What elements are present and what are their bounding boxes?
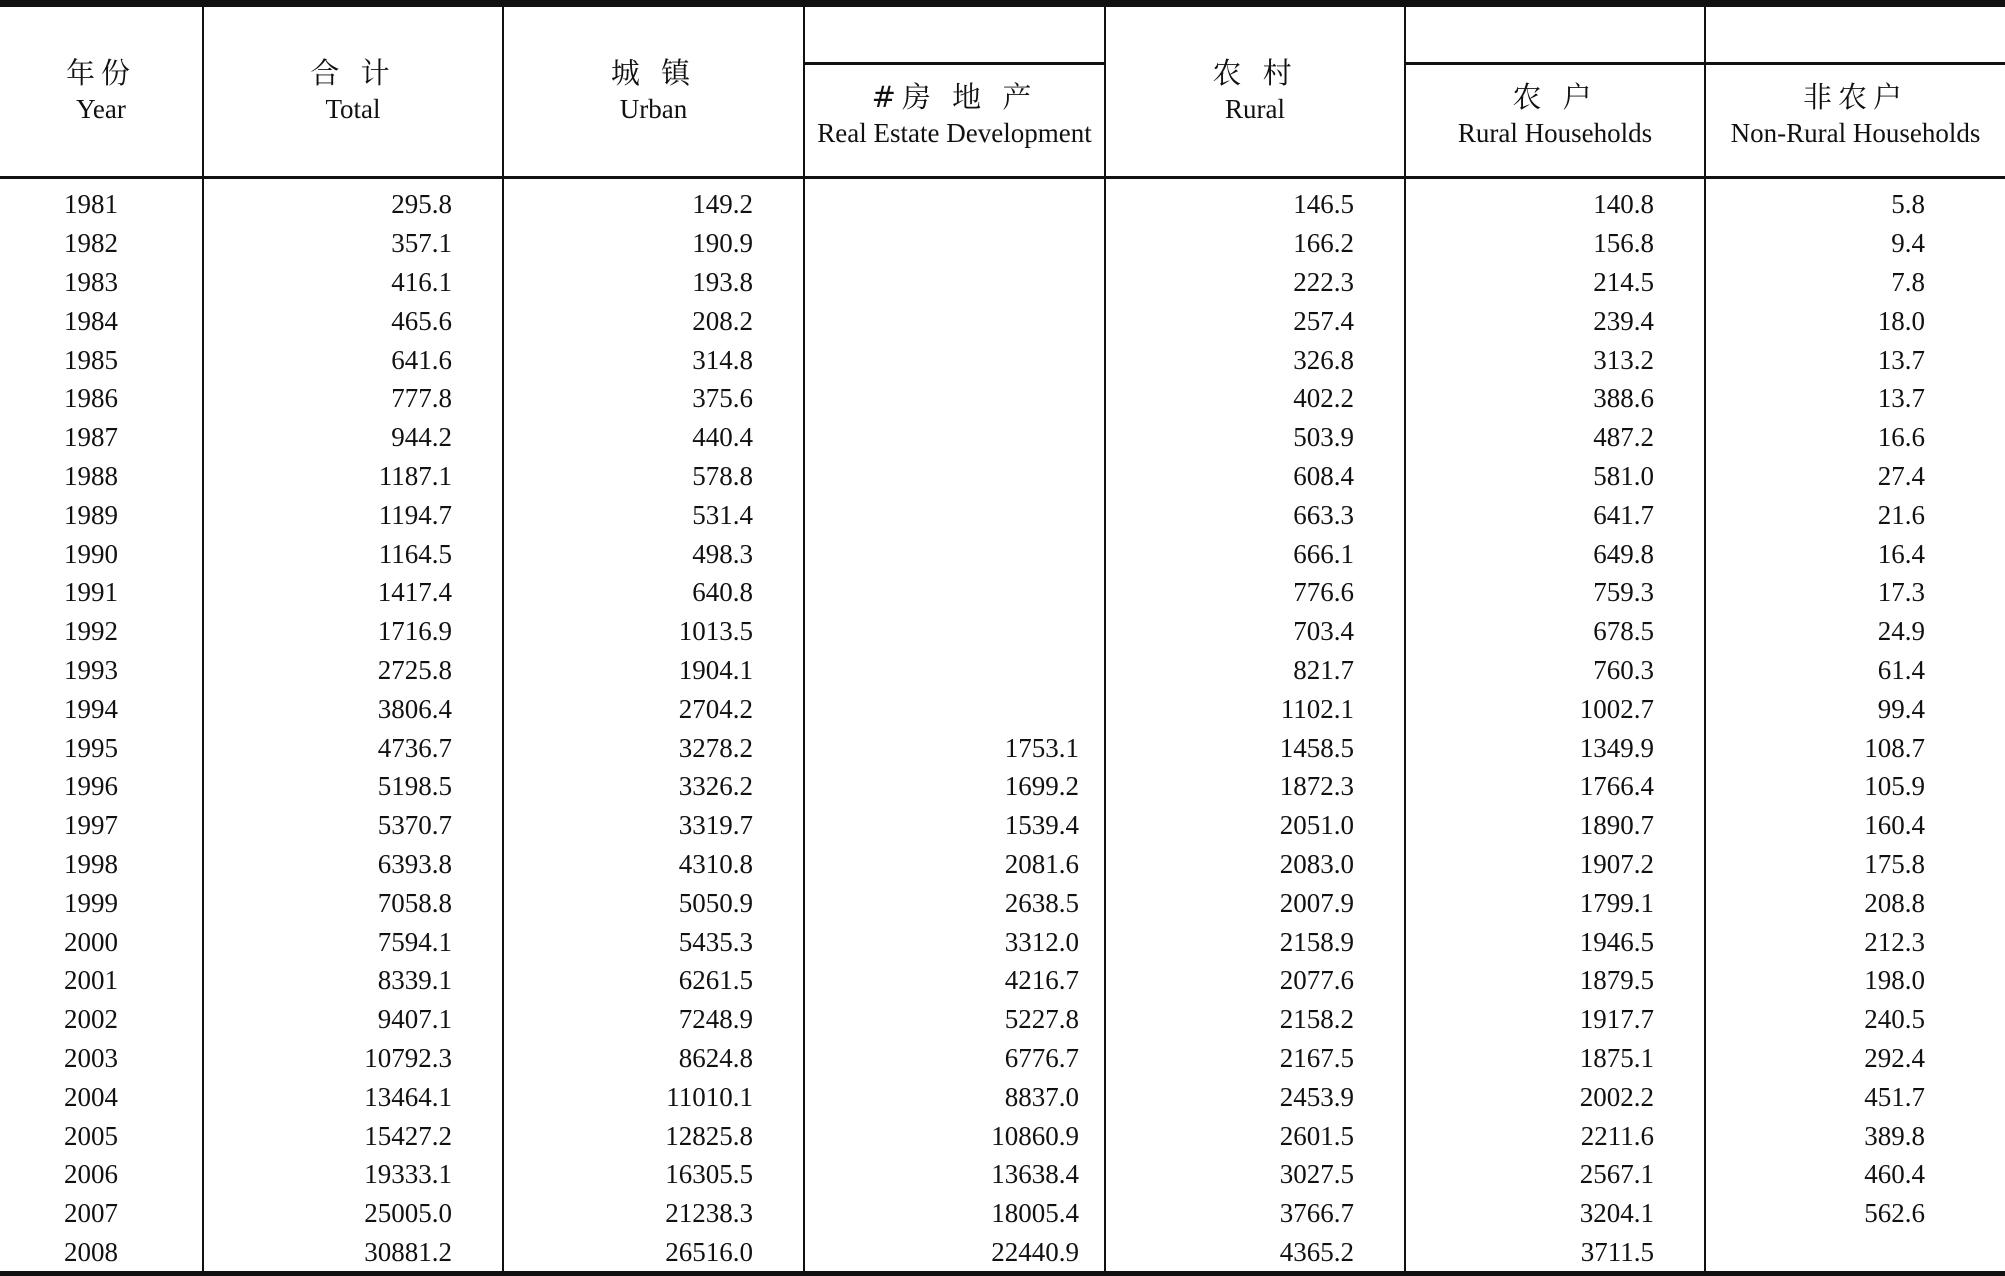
table-row — [0, 1155, 2005, 1194]
cell-urban: 2704.2 — [503, 689, 804, 728]
cell-urban: 7248.9 — [503, 1000, 804, 1039]
cell-rural-households: 1349.9 — [1405, 728, 1705, 767]
cell-total: 777.8 — [203, 379, 503, 418]
cell-urban: 578.8 — [503, 457, 804, 496]
header-total-en: Total — [325, 94, 381, 124]
cell-year: 2008 — [0, 1233, 203, 1274]
cell-non-rural-households: 212.3 — [1864, 926, 1925, 957]
cell-non-rural-households: 16.6 — [1877, 422, 1925, 453]
table-body — [0, 178, 2005, 1274]
header-urban-en: Urban — [619, 94, 688, 124]
table-row — [0, 379, 2005, 418]
cell-non-rural-households: 198.0 — [1864, 965, 1925, 996]
cell-rural-households: 1879.5 — [1405, 961, 1705, 1000]
cell-urban: 4310.8 — [503, 845, 804, 884]
cell-rural-households: 581.0 — [1405, 457, 1705, 496]
cell-urban: 3326.2 — [503, 767, 804, 806]
table-row — [0, 1116, 2005, 1155]
cell-non-rural-households: 21.6 — [1877, 499, 1925, 530]
table-row — [0, 178, 2005, 224]
cell-rural: 776.6 — [1105, 573, 1405, 612]
cell-rural-households: 156.8 — [1405, 224, 1705, 263]
header-rural-en: Rural — [1225, 94, 1285, 124]
cell-non-rural-households: 17.3 — [1877, 577, 1925, 608]
table-row — [0, 495, 2005, 534]
cell-urban: 498.3 — [503, 534, 804, 573]
table-row — [0, 340, 2005, 379]
cell-urban: 3319.7 — [503, 806, 804, 845]
cell-rural-households: 1002.7 — [1405, 689, 1705, 728]
cell-urban: 375.6 — [503, 379, 804, 418]
cell-non-rural-households: 61.4 — [1877, 654, 1925, 685]
cell-urban: 8624.8 — [503, 1039, 804, 1078]
cell-real-estate — [804, 534, 1105, 573]
cell-year: 2003 — [0, 1039, 203, 1078]
cell-total: 4736.7 — [203, 728, 503, 767]
table-row — [0, 689, 2005, 728]
header-non-rural-households-en: Non-Rural Households — [1730, 118, 1981, 148]
header-year-en: Year — [76, 94, 126, 124]
cell-rural-households: 641.7 — [1405, 495, 1705, 534]
header-urban — [503, 4, 804, 178]
cell-total: 25005.0 — [203, 1194, 503, 1233]
table-row — [0, 612, 2005, 651]
cell-year: 1987 — [0, 418, 203, 457]
header-spacer-rural-a — [1405, 4, 1705, 64]
cell-total: 7058.8 — [203, 883, 503, 922]
cell-rural: 326.8 — [1105, 340, 1405, 379]
cell-rural-households: 3204.1 — [1405, 1194, 1705, 1233]
cell-urban: 12825.8 — [503, 1116, 804, 1155]
cell-total: 13464.1 — [203, 1077, 503, 1116]
cell-rural-households: 3711.5 — [1405, 1233, 1705, 1274]
cell-rural: 2083.0 — [1105, 845, 1405, 884]
cell-rural: 2601.5 — [1105, 1116, 1405, 1155]
cell-rural-households: 1766.4 — [1405, 767, 1705, 806]
cell-year: 1997 — [0, 806, 203, 845]
cell-real-estate — [804, 301, 1105, 340]
header-total-zh: 合 计 — [310, 56, 396, 90]
table-row — [0, 806, 2005, 845]
cell-total: 1417.4 — [203, 573, 503, 612]
cell-non-rural-households — [1705, 1233, 2005, 1274]
cell-urban: 440.4 — [503, 418, 804, 457]
cell-rural-households: 2567.1 — [1405, 1155, 1705, 1194]
cell-rural-households: 214.5 — [1405, 263, 1705, 302]
cell-rural: 1102.1 — [1105, 689, 1405, 728]
cell-non-rural-households: 13.7 — [1877, 383, 1925, 414]
cell-real-estate: 1539.4 — [804, 806, 1105, 845]
table-row — [0, 1077, 2005, 1116]
cell-real-estate: 22440.9 — [804, 1233, 1105, 1274]
cell-rural-households: 760.3 — [1405, 651, 1705, 690]
cell-total: 641.6 — [203, 340, 503, 379]
cell-non-rural-households: 13.7 — [1877, 344, 1925, 375]
cell-year: 1992 — [0, 612, 203, 651]
cell-total: 7594.1 — [203, 922, 503, 961]
cell-rural-households: 759.3 — [1405, 573, 1705, 612]
cell-urban: 208.2 — [503, 301, 804, 340]
header-non-rural-households — [1705, 64, 2005, 178]
cell-year: 1999 — [0, 883, 203, 922]
cell-urban: 193.8 — [503, 263, 804, 302]
table-row — [0, 883, 2005, 922]
table-row — [0, 922, 2005, 961]
cell-year: 2005 — [0, 1116, 203, 1155]
cell-rural: 2051.0 — [1105, 806, 1405, 845]
cell-non-rural-households: 451.7 — [1864, 1081, 1925, 1112]
cell-year: 2007 — [0, 1194, 203, 1233]
cell-urban: 21238.3 — [503, 1194, 804, 1233]
cell-year: 1982 — [0, 224, 203, 263]
cell-year: 1991 — [0, 573, 203, 612]
cell-year: 1994 — [0, 689, 203, 728]
cell-total: 6393.8 — [203, 845, 503, 884]
cell-urban: 1904.1 — [503, 651, 804, 690]
cell-total: 416.1 — [203, 263, 503, 302]
cell-rural: 2167.5 — [1105, 1039, 1405, 1078]
cell-real-estate: 10860.9 — [804, 1116, 1105, 1155]
cell-total: 9407.1 — [203, 1000, 503, 1039]
cell-year: 1996 — [0, 767, 203, 806]
table-row — [0, 1000, 2005, 1039]
header-rural-households-zh: 农 户 — [1512, 80, 1598, 114]
cell-urban: 314.8 — [503, 340, 804, 379]
cell-non-rural-households: 460.4 — [1864, 1159, 1925, 1190]
cell-urban: 190.9 — [503, 224, 804, 263]
cell-real-estate — [804, 457, 1105, 496]
cell-rural: 2453.9 — [1105, 1077, 1405, 1116]
cell-total: 1194.7 — [203, 495, 503, 534]
cell-rural-households: 487.2 — [1405, 418, 1705, 457]
table-row — [0, 418, 2005, 457]
header-year-zh: 年份 — [65, 56, 136, 90]
cell-rural: 821.7 — [1105, 651, 1405, 690]
cell-total: 10792.3 — [203, 1039, 503, 1078]
cell-non-rural-households: 18.0 — [1877, 305, 1925, 336]
header-rural-households — [1405, 64, 1705, 178]
cell-year: 1985 — [0, 340, 203, 379]
table-row — [0, 961, 2005, 1000]
cell-rural: 503.9 — [1105, 418, 1405, 457]
cell-rural-households: 1917.7 — [1405, 1000, 1705, 1039]
cell-real-estate — [804, 689, 1105, 728]
header-rural-zh: 农 村 — [1212, 56, 1298, 90]
cell-non-rural-households: 175.8 — [1864, 848, 1925, 879]
cell-urban: 3278.2 — [503, 728, 804, 767]
cell-year: 1988 — [0, 457, 203, 496]
cell-rural: 3766.7 — [1105, 1194, 1405, 1233]
cell-rural: 1872.3 — [1105, 767, 1405, 806]
cell-total: 357.1 — [203, 224, 503, 263]
cell-non-rural-households: 16.4 — [1877, 538, 1925, 569]
cell-non-rural-households: 105.9 — [1864, 771, 1925, 802]
table-row — [0, 767, 2005, 806]
cell-real-estate — [804, 340, 1105, 379]
cell-total: 2725.8 — [203, 651, 503, 690]
cell-total: 3806.4 — [203, 689, 503, 728]
table-row — [0, 651, 2005, 690]
cell-rural-households: 2211.6 — [1405, 1116, 1705, 1155]
cell-real-estate: 18005.4 — [804, 1194, 1105, 1233]
cell-real-estate — [804, 263, 1105, 302]
cell-rural: 3027.5 — [1105, 1155, 1405, 1194]
table-row — [0, 224, 2005, 263]
cell-rural: 2158.9 — [1105, 922, 1405, 961]
cell-year: 2000 — [0, 922, 203, 961]
cell-rural-households: 140.8 — [1405, 178, 1705, 224]
cell-non-rural-households: 292.4 — [1864, 1042, 1925, 1073]
cell-rural-households: 388.6 — [1405, 379, 1705, 418]
table-row — [0, 301, 2005, 340]
cell-year: 1995 — [0, 728, 203, 767]
cell-rural-households: 239.4 — [1405, 301, 1705, 340]
cell-real-estate — [804, 418, 1105, 457]
cell-rural: 222.3 — [1105, 263, 1405, 302]
cell-rural-households: 1890.7 — [1405, 806, 1705, 845]
table-row — [0, 263, 2005, 302]
cell-real-estate — [804, 612, 1105, 651]
cell-non-rural-households: 160.4 — [1864, 810, 1925, 841]
cell-year: 2001 — [0, 961, 203, 1000]
cell-year: 1993 — [0, 651, 203, 690]
cell-rural: 2007.9 — [1105, 883, 1405, 922]
cell-total: 295.8 — [203, 178, 503, 224]
cell-rural-households: 678.5 — [1405, 612, 1705, 651]
cell-real-estate — [804, 495, 1105, 534]
cell-rural-households: 313.2 — [1405, 340, 1705, 379]
cell-rural-households: 1875.1 — [1405, 1039, 1705, 1078]
cell-rural: 2158.2 — [1105, 1000, 1405, 1039]
table-row — [0, 573, 2005, 612]
cell-non-rural-households: 9.4 — [1891, 228, 1925, 259]
cell-real-estate: 8837.0 — [804, 1077, 1105, 1116]
cell-urban: 149.2 — [503, 178, 804, 224]
cell-year: 1984 — [0, 301, 203, 340]
table-row — [0, 457, 2005, 496]
cell-year: 1998 — [0, 845, 203, 884]
cell-total: 5198.5 — [203, 767, 503, 806]
cell-rural: 257.4 — [1105, 301, 1405, 340]
header-rural-households-en: Rural Households — [1457, 118, 1653, 148]
header-spacer-rural-b — [1705, 4, 2005, 64]
cell-non-rural-households: 240.5 — [1864, 1004, 1925, 1035]
cell-non-rural-households: 7.8 — [1891, 266, 1925, 297]
cell-year: 2004 — [0, 1077, 203, 1116]
table-row — [0, 1194, 2005, 1233]
cell-real-estate: 1699.2 — [804, 767, 1105, 806]
cell-rural: 4365.2 — [1105, 1233, 1405, 1274]
cell-real-estate: 2638.5 — [804, 883, 1105, 922]
cell-rural-households: 2002.2 — [1405, 1077, 1705, 1116]
cell-year: 1986 — [0, 379, 203, 418]
cell-real-estate — [804, 651, 1105, 690]
header-real-estate-zh: #房 地 产 — [871, 80, 1038, 114]
cell-real-estate: 13638.4 — [804, 1155, 1105, 1194]
cell-rural: 663.3 — [1105, 495, 1405, 534]
cell-year: 2002 — [0, 1000, 203, 1039]
header-total — [203, 4, 503, 178]
cell-urban: 16305.5 — [503, 1155, 804, 1194]
cell-total: 1187.1 — [203, 457, 503, 496]
cell-rural: 146.5 — [1105, 178, 1405, 224]
cell-real-estate: 4216.7 — [804, 961, 1105, 1000]
cell-non-rural-households: 208.8 — [1864, 887, 1925, 918]
cell-urban: 5050.9 — [503, 883, 804, 922]
cell-urban: 531.4 — [503, 495, 804, 534]
cell-rural: 703.4 — [1105, 612, 1405, 651]
cell-total: 465.6 — [203, 301, 503, 340]
cell-total: 1716.9 — [203, 612, 503, 651]
cell-rural-households: 649.8 — [1405, 534, 1705, 573]
cell-non-rural-households: 27.4 — [1877, 460, 1925, 491]
header-year — [0, 4, 203, 178]
table-header — [0, 4, 2005, 178]
cell-year: 1981 — [0, 178, 203, 224]
header-real-estate — [804, 64, 1105, 178]
cell-urban: 640.8 — [503, 573, 804, 612]
cell-non-rural-households: 99.4 — [1877, 693, 1925, 724]
cell-real-estate: 6776.7 — [804, 1039, 1105, 1078]
header-real-estate-en: Real Estate Development — [817, 118, 1092, 148]
cell-real-estate — [804, 379, 1105, 418]
cell-non-rural-households: 5.8 — [1891, 189, 1925, 220]
cell-rural: 166.2 — [1105, 224, 1405, 263]
cell-urban: 1013.5 — [503, 612, 804, 651]
table-row — [0, 1039, 2005, 1078]
cell-urban: 5435.3 — [503, 922, 804, 961]
cell-rural-households: 1946.5 — [1405, 922, 1705, 961]
table-row — [0, 534, 2005, 573]
cell-rural: 666.1 — [1105, 534, 1405, 573]
cell-real-estate — [804, 224, 1105, 263]
cell-real-estate — [804, 178, 1105, 224]
cell-urban: 26516.0 — [503, 1233, 804, 1274]
cell-total: 15427.2 — [203, 1116, 503, 1155]
cell-rural: 1458.5 — [1105, 728, 1405, 767]
cell-non-rural-households: 389.8 — [1864, 1120, 1925, 1151]
cell-total: 944.2 — [203, 418, 503, 457]
cell-non-rural-households: 24.9 — [1877, 616, 1925, 647]
cell-year: 1990 — [0, 534, 203, 573]
cell-real-estate: 2081.6 — [804, 845, 1105, 884]
header-urban-zh: 城 镇 — [610, 56, 697, 90]
cell-real-estate: 5227.8 — [804, 1000, 1105, 1039]
cell-total: 5370.7 — [203, 806, 503, 845]
cell-non-rural-households: 108.7 — [1864, 732, 1925, 763]
header-spacer-urban — [804, 4, 1105, 64]
cell-rural: 608.4 — [1105, 457, 1405, 496]
cell-real-estate: 1753.1 — [804, 728, 1105, 767]
cell-total: 8339.1 — [203, 961, 503, 1000]
cell-rural-households: 1799.1 — [1405, 883, 1705, 922]
cell-real-estate: 3312.0 — [804, 922, 1105, 961]
header-rural — [1105, 4, 1405, 178]
cell-rural: 2077.6 — [1105, 961, 1405, 1000]
table-row — [0, 845, 2005, 884]
cell-year: 1983 — [0, 263, 203, 302]
cell-non-rural-households: 562.6 — [1864, 1198, 1925, 1229]
cell-rural: 402.2 — [1105, 379, 1405, 418]
cell-year: 2006 — [0, 1155, 203, 1194]
header-non-rural-households-zh: 非农户 — [1802, 80, 1908, 114]
cell-year: 1989 — [0, 495, 203, 534]
cell-real-estate — [804, 573, 1105, 612]
table-row — [0, 1233, 2005, 1274]
cell-rural-households: 1907.2 — [1405, 845, 1705, 884]
table-row — [0, 728, 2005, 767]
cell-total: 19333.1 — [203, 1155, 503, 1194]
cell-total: 30881.2 — [203, 1233, 503, 1274]
cell-urban: 11010.1 — [503, 1077, 804, 1116]
cell-total: 1164.5 — [203, 534, 503, 573]
cell-urban: 6261.5 — [503, 961, 804, 1000]
